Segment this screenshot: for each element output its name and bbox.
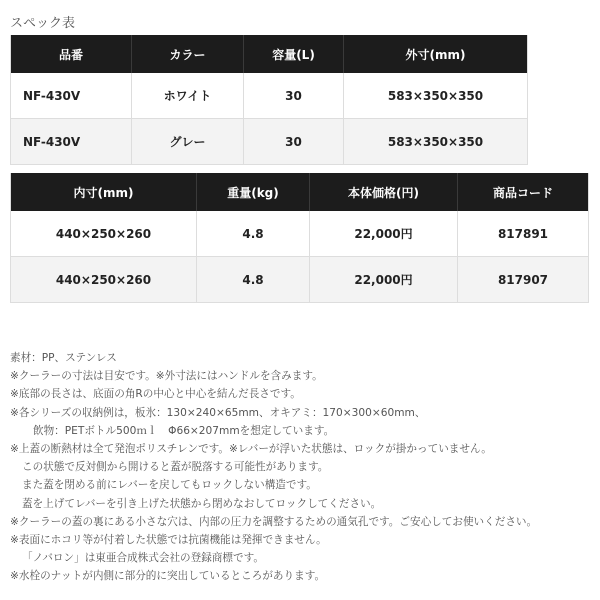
table-header-row — [11, 173, 589, 211]
cell-weight: 4.8 — [197, 257, 310, 303]
note-item: ※各シリーズの収納例は，板氷：130×240×65mm、オキアミ：170×300×60mm、 — [10, 406, 426, 419]
header-inner-dimensions: 内寸(mm) — [11, 173, 197, 211]
note-item: ※クーラーの蓋の裏にある小さな穴は、内部の圧力を調整するための通気孔です。ご安心してお使いください。 — [10, 515, 538, 528]
cell-outer-dimensions: 583×350×350 — [344, 119, 528, 165]
cell-capacity: 30 — [244, 73, 344, 119]
note-item: ※クーラーの寸法は目安です。※外寸法にはハンドルを含みます。 — [10, 370, 323, 383]
spec-table-2 — [10, 173, 589, 303]
header-price: 本体価格(円) — [310, 173, 458, 211]
note-item-continued: 「ノバロン」は東亜合成株式会社の登録商標です。 — [22, 552, 264, 565]
table-row — [11, 119, 528, 165]
note-item-continued: この状態で反対側から開けると蓋が脱落する可能性があります。 — [22, 461, 329, 474]
notes-list — [10, 349, 595, 586]
note-material: 素材：PP、ステンレス — [10, 352, 117, 364]
cell-product-number: NF-430V — [11, 119, 132, 165]
cell-weight: 4.8 — [197, 211, 310, 257]
note-item: ※水栓のナットが内側に部分的に突出しているところがあります。 — [10, 570, 326, 583]
note-item-continued: 飲物：PETボトル500ｍｌ Φ66×207mmを想定しています。 — [33, 424, 335, 437]
cell-outer-dimensions: 583×350×350 — [344, 73, 528, 119]
header-color: カラー — [132, 35, 244, 73]
header-weight: 重量(kg) — [197, 173, 310, 211]
note-item: ※上蓋の断熱材は全て発泡ポリスチレンです。※レバーが浮いた状態は、ロックが掛かっていません。 — [10, 443, 492, 456]
note-item: ※表面にホコリ等が付着した状態では抗菌機能は発揮できません。 — [10, 534, 327, 547]
cell-inner-dimensions: 440×250×260 — [11, 211, 197, 257]
note-item-continued: また蓋を閉める前にレバーを戻してもロックしない構造です。 — [22, 479, 317, 492]
header-capacity: 容量(L) — [244, 35, 344, 73]
cell-product-code: 817907 — [458, 257, 589, 303]
cell-price: 22,000円 — [310, 257, 458, 303]
cell-product-number: NF-430V — [11, 73, 132, 119]
header-product-code: 商品コード — [458, 173, 589, 211]
cell-color: グレー — [132, 119, 244, 165]
table-header-row — [11, 35, 528, 73]
table-row — [11, 73, 528, 119]
cell-product-code: 817891 — [458, 211, 589, 257]
note-item: ※底部の長さは、底面の角Rの中心と中心を結んだ長さです。 — [10, 388, 301, 401]
table-row — [11, 211, 589, 257]
table-row — [11, 257, 589, 303]
note-item-continued: 蓋を上げてレバーを引き上げた状態から閉めなおしてロックしてください。 — [22, 497, 382, 510]
spec-table-1 — [10, 35, 528, 165]
header-product-number: 品番 — [11, 35, 132, 73]
cell-color: ホワイト — [132, 73, 244, 119]
cell-inner-dimensions: 440×250×260 — [11, 257, 197, 303]
page-title: スペック表 — [10, 16, 76, 31]
cell-capacity: 30 — [244, 119, 344, 165]
cell-price: 22,000円 — [310, 211, 458, 257]
header-outer-dimensions: 外寸(mm) — [344, 35, 528, 73]
